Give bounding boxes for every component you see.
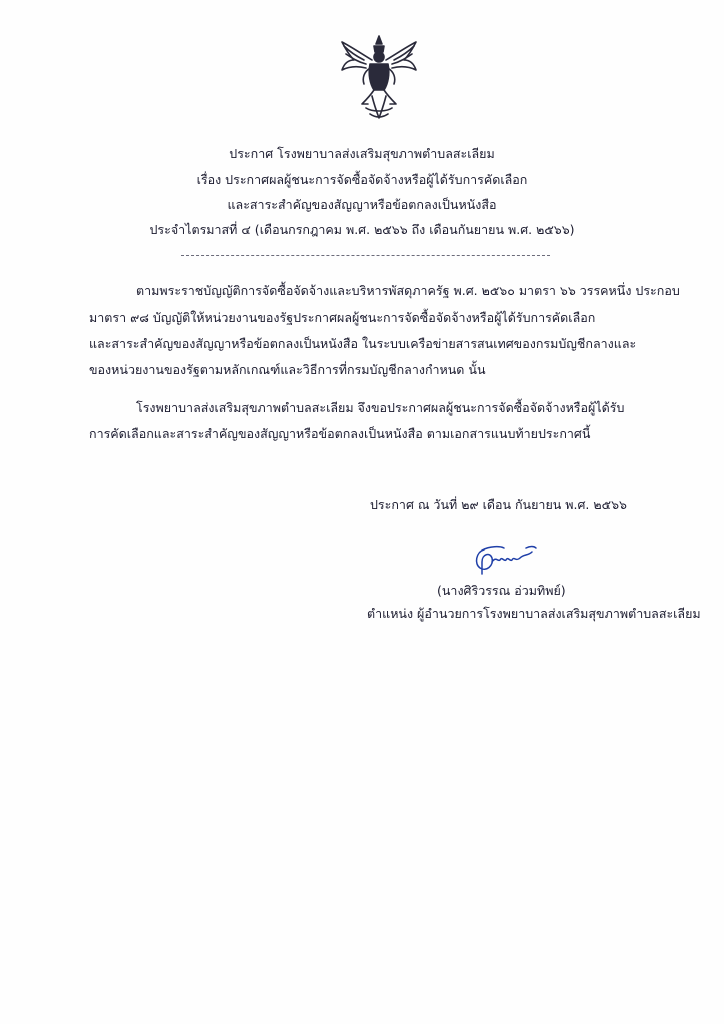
paragraph-1-line-3: และสาระสำคัญของสัญญาหรือข้อตกลงเป็นหนังสือ ในระบบเครือข่ายสารสนเทศของกรมบัญชีกลางและ bbox=[89, 336, 637, 351]
announcement-subject: เรื่อง ประกาศผลผู้ชนะการจัดซื้อจัดจ้างหรือผู้ได้รับการคัดเลือก bbox=[196, 172, 528, 187]
garuda-emblem-icon bbox=[336, 34, 422, 122]
announcement-subject-cont: และสาระสำคัญของสัญญาหรือข้อตกลงเป็นหนังสือ bbox=[227, 197, 497, 212]
announcement-date: ประกาศ ณ วันที่ ๒๙ เดือน กันยายน พ.ศ. ๒๕๖๖ bbox=[370, 497, 627, 512]
signer-position: ตำแหน่ง ผู้อำนวยการโรงพยาบาลส่งเสริมสุขภาพตำบลสะเลียม bbox=[367, 606, 701, 621]
paragraph-2-line-2: การคัดเลือกและสาระสำคัญของสัญญาหรือข้อตกลงเป็นหนังสือ ตามเอกสารแนบท้ายประกาศนี้ bbox=[89, 426, 591, 441]
paragraph-1-line-1: ตามพระราชบัญญัติการจัดซื้อจัดจ้างและบริหารพัสดุภาครัฐ พ.ศ. ๒๕๖๐ มาตรา ๖๖ วรรคหนึ่ง ประกอบ bbox=[136, 283, 680, 298]
header-divider bbox=[181, 255, 550, 256]
paragraph-1-line-2: มาตรา ๙๘ บัญญัติให้หน่วยงานของรัฐประกาศผลผู้ชนะการจัดซื้อจัดจ้างหรือผู้ได้รับการคัดเลือก bbox=[89, 310, 596, 325]
paragraph-1-line-4: ของหน่วยงานของรัฐตามหลักเกณฑ์และวิธีการที่กรมบัญชีกลางกำหนด นั้น bbox=[89, 362, 486, 377]
signer-name: (นางศิริวรรณ อ่วมทิพย์) bbox=[437, 583, 566, 598]
paragraph-2-line-1: โรงพยาบาลส่งเสริมสุขภาพตำบลสะเลียม จึงขอประกาศผลผู้ชนะการจัดซื้อจัดจ้างหรือผู้ได้รับ bbox=[136, 400, 625, 415]
announcement-title: ประกาศ โรงพยาบาลส่งเสริมสุขภาพตำบลสะเลียม bbox=[229, 146, 495, 161]
announcement-period: ประจำไตรมาสที่ ๔ (เดือนกรกฎาคม พ.ศ. ๒๕๖๖ ถึง เดือนกันยายน พ.ศ. ๒๕๖๖) bbox=[149, 222, 575, 237]
handwritten-signature bbox=[470, 538, 542, 578]
